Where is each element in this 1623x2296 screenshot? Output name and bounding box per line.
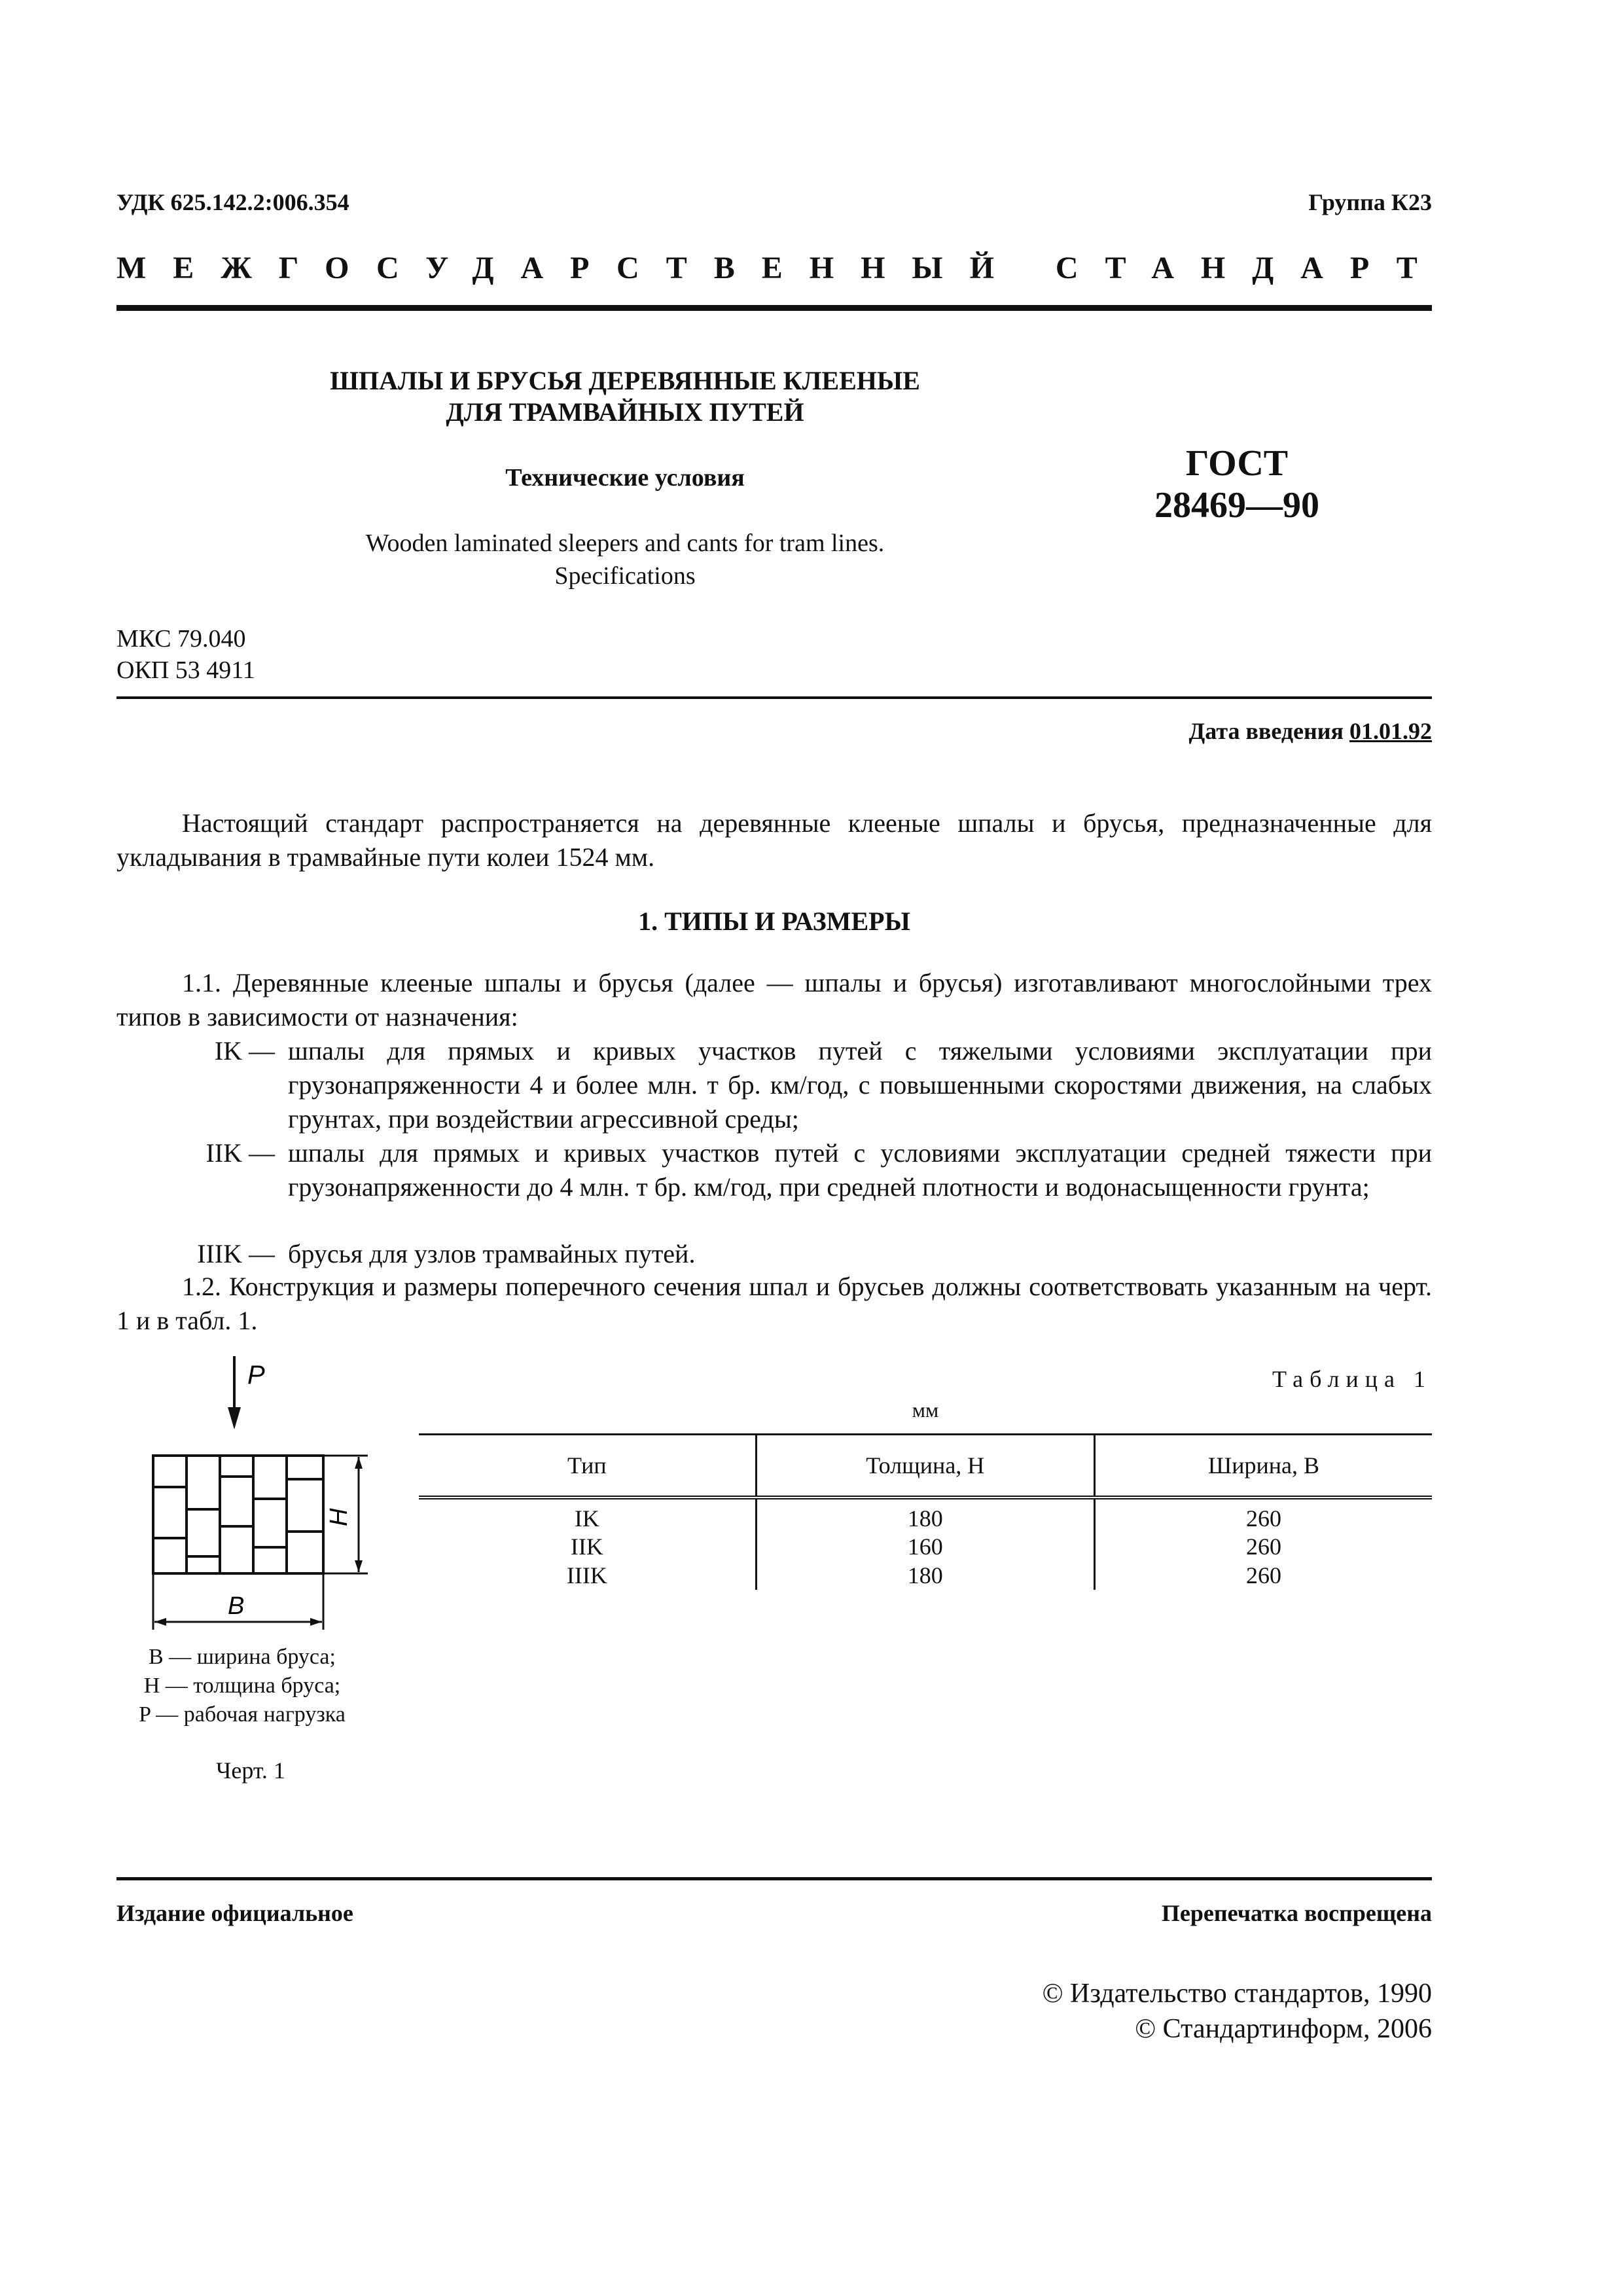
gost-number: 28469—90 [1154, 485, 1319, 526]
title-line-2: ДЛЯ ТРАМВАЙНЫХ ПУТЕЙ [446, 397, 804, 427]
legend-h: H — толщина бруса; [143, 1674, 341, 1698]
table-row [419, 1532, 1432, 1561]
english-title-line-1: Wooden laminated sleepers and cants for tram lines. [365, 529, 885, 557]
table-row [419, 1498, 1432, 1532]
column-header-width: Ширина, B [1094, 1435, 1432, 1498]
cell-thickness: 160 [756, 1532, 1094, 1561]
mks-code: МКС 79.040 [116, 625, 246, 653]
cell-type: IIK [419, 1532, 756, 1561]
cell-width: 260 [1245, 1562, 1281, 1588]
header-rule [116, 305, 1432, 311]
type-iik-marker: IIK — [205, 1138, 275, 1168]
type-ik-marker: IK — [214, 1036, 275, 1066]
column-header-type: Тип [419, 1435, 756, 1498]
paragraph-1-2: 1.2. Конструкция и размеры поперечного сечения шпал и брусьев должны соответствовать указанным на черт. 1 и в табл. 1. [116, 1272, 1432, 1335]
okp-code: ОКП 53 4911 [116, 656, 255, 684]
type-iiik-marker: IIIK — [197, 1239, 275, 1268]
drawing-caption: Черт. 1 [216, 1757, 285, 1784]
type-iiik-text: брусья для узлов трамвайных путей. [288, 1239, 696, 1268]
copyright-1990: © Издательство стандартов, 1990 [1042, 1979, 1432, 2009]
label-b: B [228, 1592, 245, 1620]
gost-label: ГОСТ [1185, 443, 1289, 484]
type-iik-text: шпалы для прямых и кривых участков путей с условиями эксплуатации средней тяжести при грузонапряженности до 4 млн. т бр. км/год, при средней плотности и водонасыщенности грунта; [288, 1138, 1432, 1202]
table-1 [419, 1433, 1432, 1590]
label-h: H [325, 1508, 353, 1526]
cell-type: IK [419, 1498, 756, 1532]
label-p: P [247, 1361, 265, 1390]
title-line-1: ШПАЛЫ И БРУСЬЯ ДЕРЕВЯННЫЕ КЛЕЕНЫЕ [330, 366, 920, 395]
intro-date-label: Дата введения [1188, 718, 1344, 744]
english-title-line-2: Specifications [554, 562, 696, 590]
table-header-row [419, 1435, 1432, 1498]
intro-date [1189, 717, 1433, 745]
reprint-prohibited: Перепечатка воспрещена [1161, 1900, 1432, 1926]
legend-p: P — рабочая нагрузка [139, 1702, 346, 1727]
edition-official: Издание официальное [116, 1900, 353, 1926]
cell-width: 260 [1245, 1505, 1281, 1532]
table-row [419, 1561, 1432, 1590]
subtitle: Технические условия [505, 464, 745, 492]
load-arrow [228, 1356, 241, 1429]
laminated-section [153, 1456, 323, 1573]
column-header-thickness: Толщина, H [756, 1435, 1094, 1498]
cell-thickness: 180 [756, 1561, 1094, 1590]
type-ik-text: шпалы для прямых и кривых участков путей с тяжелыми условиями эксплуатации при грузонапряженности 4 и более млн. т бр. км/год, с повышенными скоростями движения, на слабых грунтах, при воздействии агрессивной среды; [288, 1036, 1432, 1134]
legend-b: B — ширина бруса; [149, 1645, 336, 1669]
drawing-legend [98, 1643, 386, 1729]
udk-code: УДК 625.142.2:006.354 [116, 189, 349, 215]
footer-rule [116, 1877, 1432, 1880]
cell-thickness: 180 [756, 1498, 1094, 1532]
copyright-2006: © Стандартинформ, 2006 [1135, 2014, 1432, 2044]
cross-section-drawing [131, 1348, 393, 1630]
codes-rule [116, 696, 1432, 699]
standard-banner: МЕЖГОСУДАРСТВЕННЫЙ СТАНДАРТ [116, 251, 1444, 285]
section-1-heading: 1. ТИПЫ И РАЗМЕРЫ [638, 906, 910, 936]
paragraph-1-1: 1.1. Деревянные клееные шпалы и брусья (далее — шпалы и брусья) изготавливают многослойными трех типов в зависимости от назначения: [116, 968, 1432, 1031]
cell-type: IIIK [419, 1561, 756, 1590]
table-1-title: Таблица 1 [1272, 1366, 1432, 1392]
table-1-unit: мм [912, 1398, 939, 1422]
intro-paragraph: Настоящий стандарт распространяется на деревянные клееные шпалы и брусья, предназначенные для укладывания в трамвайные пути колеи 1524 мм. [116, 808, 1432, 872]
group-code: Группа К23 [1308, 189, 1432, 215]
intro-date-value: 01.01.92 [1349, 718, 1432, 744]
cell-width: 260 [1245, 1533, 1281, 1560]
